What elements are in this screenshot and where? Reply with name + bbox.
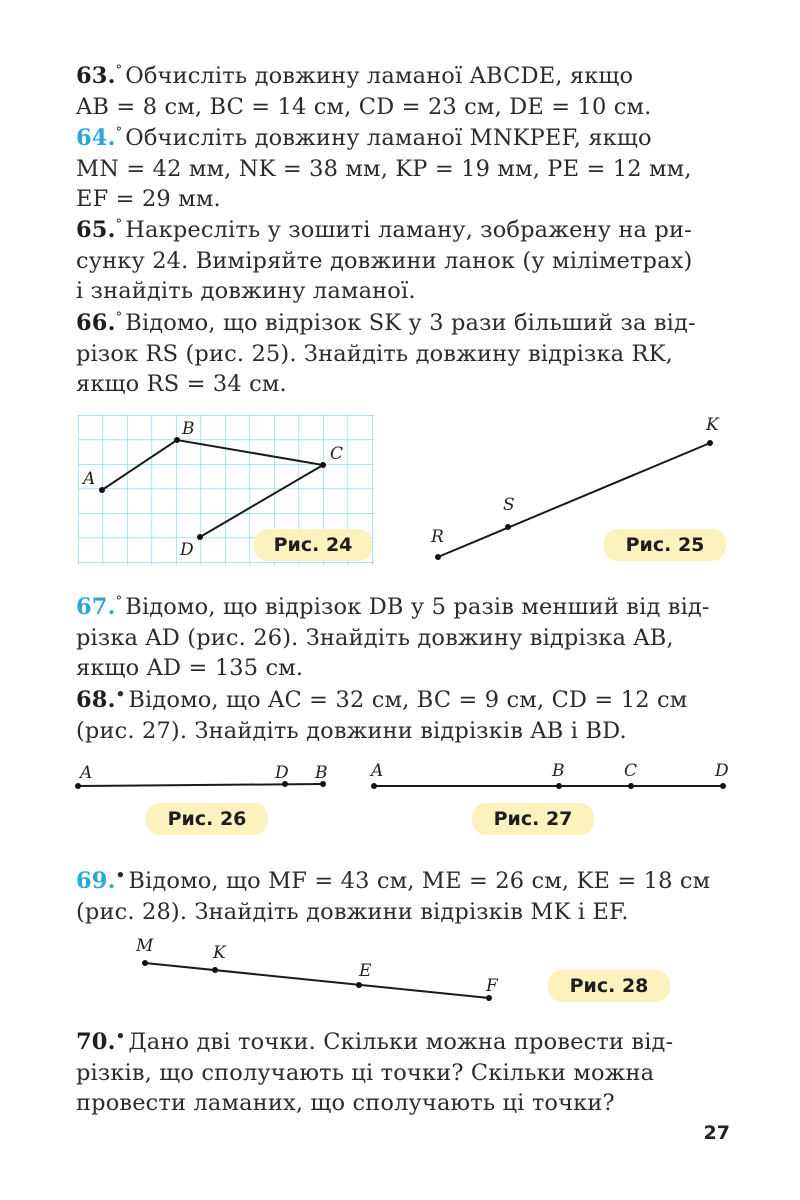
- problem-number: 65.: [76, 217, 116, 243]
- problem-line: різок RS (рис. 25). Знайдіть довжину відрізка RK,: [76, 340, 673, 367]
- point-d: [197, 534, 203, 540]
- problem-line: провести ламаних, що сполучають ці точки?: [76, 1090, 615, 1116]
- problem-number: 70.: [76, 1029, 116, 1055]
- label-s: S: [503, 495, 515, 515]
- segment-mf: [145, 963, 489, 998]
- label-k: K: [213, 943, 226, 963]
- problem-line: AB = 8 см, BC = 14 см, CD = 23 см, DE = 10 см.: [76, 93, 652, 120]
- point-c: [628, 783, 634, 789]
- problem-number: 69.: [76, 868, 116, 894]
- page-number: 27: [703, 1122, 730, 1144]
- figure-25-caption: Рис. 25: [604, 529, 726, 561]
- problem-64: [76, 118, 732, 215]
- point-e: [356, 982, 362, 988]
- point-k: [212, 967, 218, 973]
- point-a: [75, 783, 81, 789]
- label-m: M: [136, 936, 154, 956]
- point-a: [371, 783, 377, 789]
- difficulty-mark: •: [115, 866, 126, 884]
- problem-68: [76, 679, 732, 746]
- problem-66: [76, 303, 732, 400]
- label-d: D: [715, 761, 729, 781]
- figure-28-caption: Рис. 28: [548, 970, 670, 1002]
- label-d: D: [275, 763, 289, 783]
- problem-line: Відомо, що AC = 32 см, BC = 9 см, CD = 12 см: [128, 687, 688, 713]
- problem-70: [76, 1021, 732, 1119]
- difficulty-mark: °: [115, 63, 123, 78]
- problem-67: [76, 587, 732, 684]
- label-k: K: [706, 415, 719, 435]
- point-m: [142, 960, 148, 966]
- problem-number: 63.: [76, 63, 116, 89]
- problem-line: Дано дві точки. Скільки можна провести від-: [128, 1029, 674, 1055]
- label-e: E: [359, 961, 372, 981]
- point-r: [435, 554, 441, 560]
- problem-number: 64.: [76, 125, 116, 151]
- point-a: [99, 487, 105, 493]
- label-b: B: [552, 761, 565, 781]
- label-f: F: [486, 976, 498, 996]
- problem-63: [76, 56, 732, 122]
- difficulty-mark: •: [115, 685, 126, 703]
- label-b: B: [182, 419, 195, 439]
- label-a: A: [371, 761, 384, 781]
- difficulty-mark: °: [115, 125, 123, 140]
- label-c: C: [330, 444, 344, 464]
- problem-line: Відомо, що відрізок DB у 5 разів менший від від-: [125, 594, 710, 620]
- point-c: [320, 462, 326, 468]
- problem-line: і знайдіть довжину ламаної.: [76, 278, 416, 304]
- difficulty-mark: °: [115, 594, 123, 609]
- problem-line: Відомо, що відрізок SK у 3 рази більший за від-: [125, 310, 696, 336]
- difficulty-mark: °: [115, 217, 123, 232]
- point-b: [174, 437, 180, 443]
- label-a: A: [80, 763, 93, 783]
- figure-26: [70, 758, 340, 798]
- problem-line: Відомо, що MF = 43 см, ME = 26 см, KE = 18 см: [128, 868, 711, 894]
- label-r: R: [431, 527, 444, 547]
- problem-line: якщо RS = 34 см.: [76, 371, 287, 397]
- problem-number: 68.: [76, 687, 116, 713]
- label-a: A: [83, 469, 96, 489]
- figure-27-caption: Рис. 27: [472, 803, 594, 835]
- figure-27: [365, 756, 735, 798]
- problem-line: якщо AD = 135 см.: [76, 655, 304, 681]
- point-s: [505, 524, 511, 530]
- difficulty-mark: °: [115, 310, 123, 325]
- problem-line: (рис. 28). Знайдіть довжини відрізків MK і EF.: [76, 898, 629, 925]
- figure-24-caption: Рис. 24: [254, 529, 372, 561]
- problem-line: Обчисліть довжину ламаної MNKPEF, якщо: [125, 125, 652, 151]
- problem-line: різка AD (рис. 26). Знайдіть довжину відрізка AB,: [76, 624, 674, 651]
- point-b: [556, 783, 562, 789]
- point-k: [707, 440, 713, 446]
- problem-line: сунку 24. Виміряйте довжини ланок (у міліметрах): [76, 247, 693, 274]
- label-c: C: [624, 761, 638, 781]
- label-b: B: [315, 763, 328, 783]
- problem-line: EF = 29 мм.: [76, 186, 221, 212]
- figure-28: [130, 932, 510, 1004]
- figure-26-caption: Рис. 26: [146, 803, 268, 835]
- problem-line: різків, що сполучають ці точки? Скільки можна: [76, 1059, 655, 1086]
- point-d: [720, 783, 726, 789]
- problem-line: MN = 42 мм, NK = 38 мм, KP = 19 мм, PE = 12 мм,: [76, 155, 692, 182]
- problem-line: Накресліть у зошиті ламану, зображену на ри-: [125, 217, 692, 243]
- problem-65: [76, 210, 732, 307]
- problem-number: 67.: [76, 594, 116, 620]
- problem-69: [76, 860, 732, 927]
- label-d: D: [180, 540, 194, 560]
- problem-number: 66.: [76, 310, 116, 336]
- difficulty-mark: •: [115, 1027, 126, 1045]
- problem-line: (рис. 27). Знайдіть довжини відрізків AB і BD.: [76, 717, 627, 744]
- problem-line: Обчисліть довжину ламаної ABCDE, якщо: [125, 63, 634, 89]
